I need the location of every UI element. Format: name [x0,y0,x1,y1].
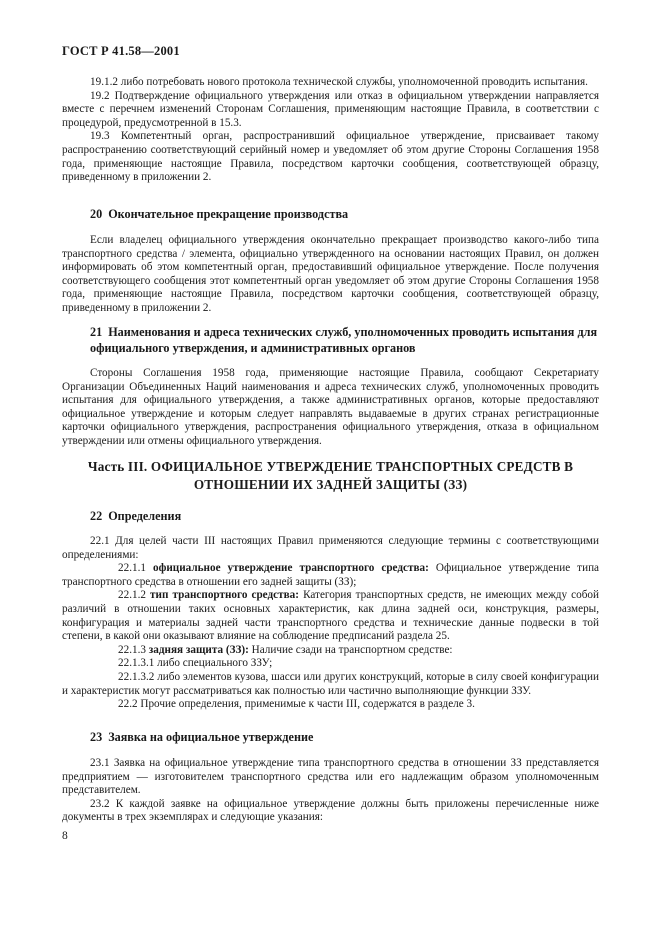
section-23-number: 23 [90,730,103,744]
term-vehicle-type: тип транспортного средства: [150,589,299,602]
paragraph-19-2: 19.2 Подтверждение официального утверждения или отказ в официальном утверждении направляется вместе с перечнем изменений Сторонам Соглашения, применяющим настоящие Правила, в соответствии с процедурой, предусмотренной в 15.3. [62,89,599,129]
definition-rear-protection: Наличие сзади на транспортном средстве: [251,643,453,656]
paragraph-23-2: 23.2 К каждой заявке на официальное утверждение должны быть приложены перечисленные ниже документы в трех экземплярах и следующие указания: [62,797,599,824]
section-20-number: 20 [90,207,103,221]
part-3-heading [62,458,599,494]
clause-22-1-3-number: 22.1.3 [118,643,146,656]
section-20-heading [90,206,599,222]
part-3-heading-line-2: ОТНОШЕНИИ ИХ ЗАДНЕЙ ЗАЩИТЫ (ЗЗ) [193,477,468,492]
section-21-body [62,367,599,449]
section-22-title: Определения [108,509,182,523]
term-vehicle-approval: официальное утверждение транспортного средства: [152,562,429,575]
section-23-title: Заявка на официальное утверждение [108,730,314,744]
section-22-heading [90,508,599,524]
definition-vehicle-type: Категория транспортных средств, не имеющих между собой различий в отношении таких основных характеристик, как длина задней оси, конструкция, размеры, конфигурация и материалы задней части транспортного средства и технические данные подвески в той степени, в какой они оказывают влияние на соблюдение предписаний раздела 25. [62,589,599,643]
section-22-number: 22 [90,509,103,523]
paragraph-22-2: 22.2 Прочие определения, применимые к части III, содержатся в разделе 3. [118,698,475,711]
section-22-body [62,535,599,712]
paragraph-23-1: 23.1 Заявка на официальное утверждение типа транспортного средства в отношении ЗЗ представляется предприятием — изготовителем транспортного средства или его надлежащим образом уполномоченным представителем. [62,757,599,797]
paragraph-22-1-1 [62,562,599,589]
block-19 [62,76,599,185]
paragraph-21: Стороны Соглашения 1958 года, применяющие настоящие Правила, сообщают Секретариату Организации Объединенных Наций наименования и адреса технических служб, уполномоченных проводить испытания для официального утверждения, а также административных органов, которые предоставляют официальное утверждение и которым следует направлять выдаваемые в других странах регистрационные карточки официального утверждения, распространения официального утверждения, отказа в официальном утверждении или отмены официального утверждения. [62,367,599,447]
page-number: 8 [62,830,68,842]
section-23-heading [90,729,599,745]
section-20-title: Окончательное прекращение производства [108,207,349,221]
definition-vehicle-approval: Официальное утверждение типа транспортного средства в отношении его задней защиты (ЗЗ); [62,562,600,588]
section-21-title: Наименования и адреса технических служб, уполномоченных проводить испытания для официального утверждения, и административных органов [90,325,598,355]
clause-22-1-1-number: 22.1.1 [118,562,146,575]
paragraph-22-1-3-1: 22.1.3.1 либо специального ЗЗУ; [118,657,273,670]
paragraph-22-1: 22.1 Для целей части III настоящих Правил применяются следующие термины с соответствующими определениями: [62,535,599,561]
paragraph-19-1-2: 19.1.2 либо потребовать нового протокола технической службы, уполномоченной проводить испытания. [90,76,588,88]
section-23-body [62,757,599,825]
term-rear-protection: задняя защита (ЗЗ): [148,643,249,656]
paragraph-19-3: 19.3 Компетентный орган, распространивший официальное утверждение, присваивает такому распространению соответствующий серийный номер и уведомляет об этом другие Стороны Соглашения 1958 года, применяющие настоящие Правила, посредством карточки сообщения, соответствующей образцу, приведенному в приложении 2. [62,130,599,184]
paragraph-22-1-3 [62,644,599,658]
section-20-body [62,234,599,316]
clause-22-1-2-number: 22.1.2 [118,589,146,602]
paragraph-22-1-2 [62,589,599,643]
standard-header: ГОСТ Р 41.58—2001 [62,44,180,58]
paragraph-22-1-3-2: 22.1.3.2 либо элементов кузова, шасси или других конструкций, которые в силу своей конфигурации и характеристик могут рассматриваться как полностью или частично выполняющие функции ЗЗУ. [62,670,599,697]
part-3-heading-line-1: Часть III. ОФИЦИАЛЬНОЕ УТВЕРЖДЕНИЕ ТРАНСПОРТНЫХ СРЕДСТВ В [87,459,574,474]
section-21-heading [90,324,599,356]
paragraph-20: Если владелец официального утверждения окончательно прекращает производство какого-либо типа транспортного средства / элемента, официально утвержденного на основании настоящих Правил, он должен информировать об этом компетентный орган, предоставивший официальное утверждение. После получения соответствующего сообщения этот компетентный орган уведомляет об этом другие Стороны Соглашения 1958 года, применяющие настоящие Правила, посредством карточки сообщения, соответствующей образцу, приведенному в приложении 2. [62,234,599,314]
section-21-number: 21 [90,325,103,339]
